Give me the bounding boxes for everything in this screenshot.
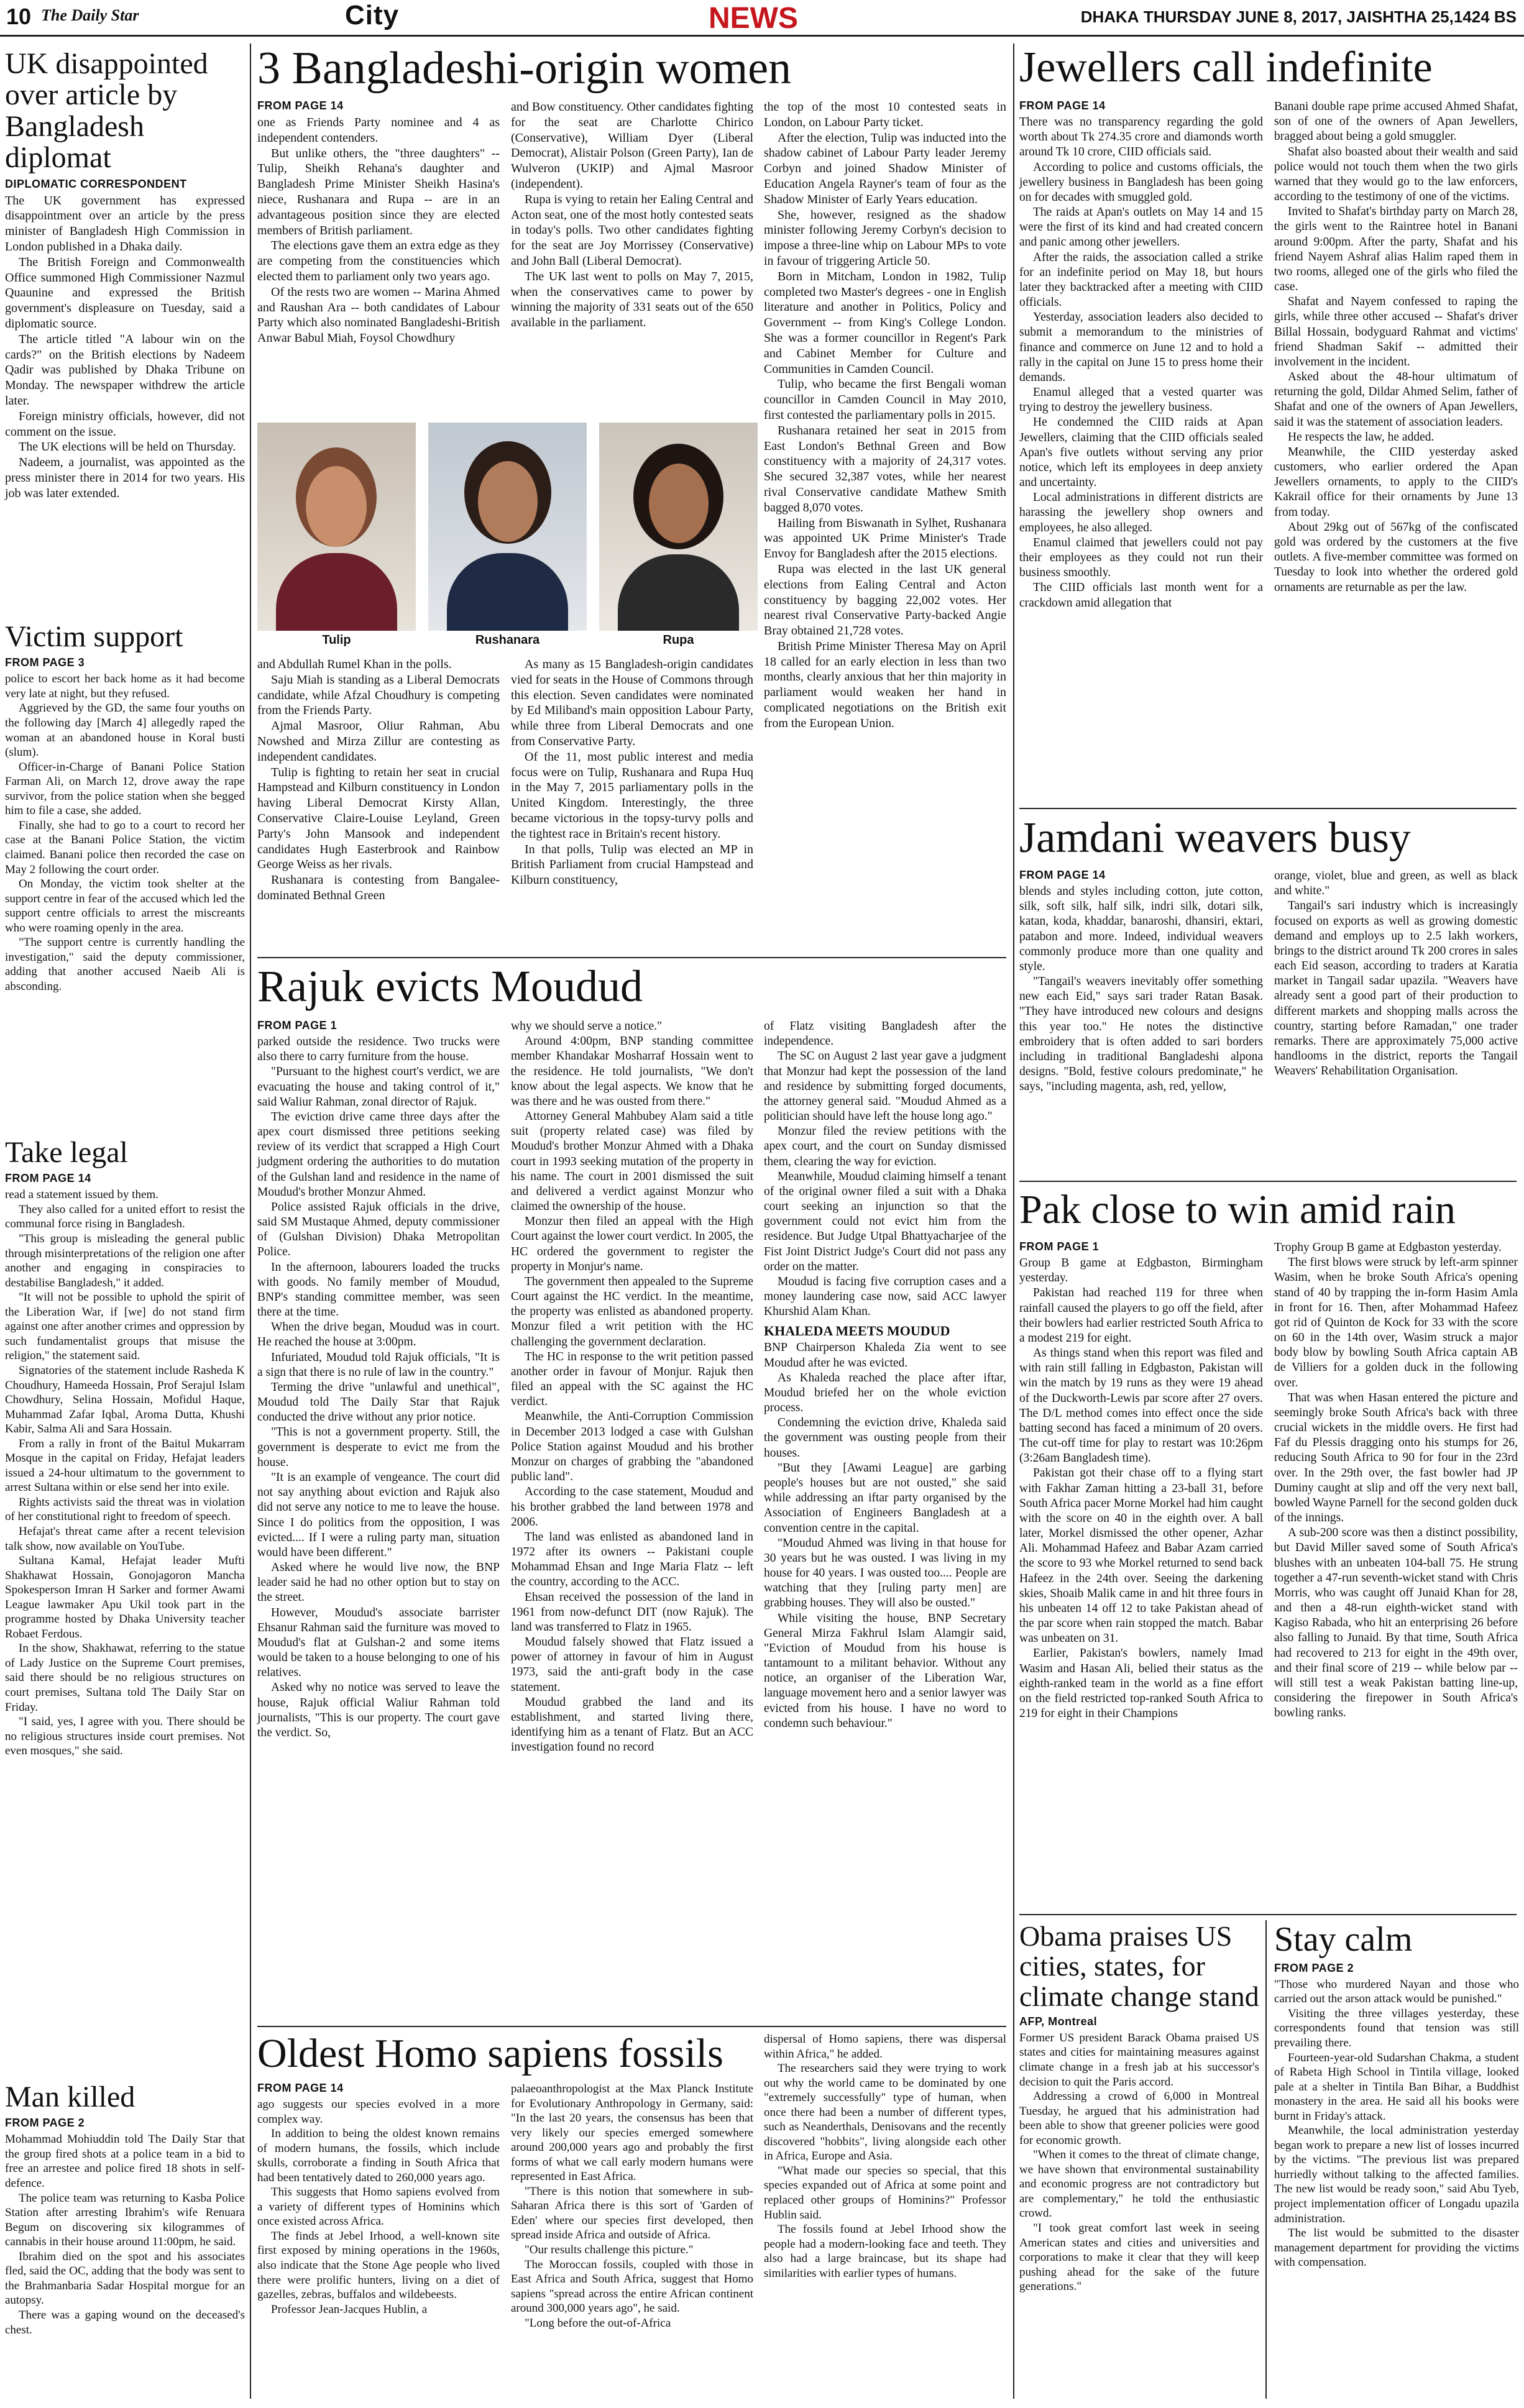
byline: DIPLOMATIC CORRESPONDENT [5, 177, 187, 190]
paragraph: "Tangail's weavers inevitably offer something new each Eid," says sari trader Ratan Basak. "They have introduced new colours and designs this year too." He notes the distinctive embroidery that is often added to sari borders including in traditional Bangladeshi alpona designs. "Bold, festive colours predominate," he says, "including magenta, ash, red, yellow, [1019, 975, 1263, 1094]
paragraph: Rights activists said the threat was in violation of her constitutional right to freedom of speech. [5, 1495, 245, 1524]
headline: Stay calm [1274, 1920, 1413, 1959]
kicker: FROM PAGE 14 [1019, 869, 1106, 881]
headline: UK disappointed over article by Bangladesh diplomat [5, 47, 208, 175]
paragraph: However, Moudud's associate barrister Ehsanur Rahman said the furniture was moved to Moudud's flat at Gulshan-2 and some items would be taken to a house belonging to one of his relatives. [257, 1606, 500, 1680]
paragraph: In the show, Shakhawat, referring to the statue of Lady Justice on the Supreme Court premises, said there should be no religious structures on court premises, Sultana told The Daily Star on Friday. [5, 1642, 245, 1714]
kicker: FROM PAGE 2 [5, 2117, 85, 2130]
paragraph: one as Friends Party nominee and 4 as independent contenders. [257, 116, 500, 145]
paragraph: There was no transparency regarding the gold worth about Tk 274.35 crore and diamonds worth around Tk 10 crore, CIID officials said. [1019, 116, 1263, 159]
paragraph: Terming the drive "unlawful and unethical", Moudud told The Daily Star that Rajuk conducted the drive without any prior notice. [257, 1380, 500, 1424]
paragraph: Ibrahim died on the spot and his associates fled, said the OC, adding that the body was sent to the Brahmanbaria Sadar Hospital morgue for an autopsy. [5, 2250, 245, 2307]
paragraph: Saju Miah is standing as a Liberal Democrats candidate, while Afzal Choudhury is competing from the Friends Party. [257, 672, 500, 718]
story-jamdani [1019, 815, 1520, 1176]
paragraph: Moudud is facing five corruption cases and a money laundering case now, said ACC lawyer Khurshid Alam Khan. [764, 1275, 1006, 1319]
paragraph: According to police and customs officials, the jewellery business in Bangladesh has been going on for decades with smuggled gold. [1019, 160, 1263, 204]
headline: Victim support [5, 620, 183, 653]
column-rule [250, 43, 251, 2399]
paragraph: Pakistan had reached 119 for three when rainfall caused the players to go off the field, after their bowlers had earlier restricted South Africa to a modest 219 for eight. [1019, 1286, 1263, 1345]
paragraph: "Pursuant to the highest court's verdict, we are evacuating the house and taking control of it," said Waliur Rahman, zonal director of Rajuk. [257, 1065, 500, 1109]
headline: 3 Bangladeshi-origin women [257, 43, 792, 94]
story-take-legal [5, 1137, 245, 1759]
photo-caption: Rupa [663, 633, 694, 647]
section-name: City [345, 0, 400, 30]
paragraph: blends and styles including cotton, jute cotton, silk, soft silk, half silk, indri silk, dotari silk, katan, koda, khaddar, banaroshi, dhansiri, ektari, patabon and more. Indeed, individual weavers commonly produce more than one quality and style. [1019, 885, 1263, 973]
paragraph: Addressing a crowd of 6,000 in Montreal Tuesday, he argued that his administration had been able to show that greener policies were good for economic growth. [1019, 2090, 1259, 2147]
paragraph: The land was enlisted as abandoned land in 1972 after its owners -- Pakistani couple Mohammad Ehsan and Inge Maria Flatz -- left the country, according to the ACC. [511, 1530, 753, 1589]
paragraph: Signatories of the statement include Rasheda K Choudhury, Hameeda Hossain, Prof Serajul Islam Chowdhury, Selina Hossain, Mofidul Haque, Muhammad Zafar Iqbal, Aroma Dutta, Khushi Kabir, Salma Ali and Sara Hossain. [5, 1363, 245, 1436]
byline: AFP, Montreal [1019, 2015, 1098, 2028]
section-rule [1019, 1181, 1517, 1182]
paragraph: Asked why no notice was served to leave the house, Rajuk official Waliur Rahman told journalists, "This is our property. The court gave the verdict. So, [257, 1681, 500, 1739]
paragraph: The police team was returning to Kasba Police Station after arresting Ibrahim's wife Renuara Begum on discovering six kilogrammes of cannabis in their house around 11:00pm, he said. [5, 2191, 245, 2249]
photo-caption: Tulip [322, 633, 351, 647]
paragraph: The UK elections will be held on Thursday. [19, 440, 236, 454]
paragraph: Fourteen-year-old Sudarshan Chakma, a student of Rabeta High School in Tintila village, looked pale at a shelter in Tintila Ban Bihar, a Buddhist monastery in the area. He said all his books were burnt in Friday's attack. [1274, 2051, 1519, 2123]
paragraph: The list would be submitted to the disaster management department for providing the victims with compensation. [1274, 2227, 1519, 2269]
paragraph: Asked about the 48-hour ultimatum of returning the gold, Dildar Ahmed Selim, father of Shafat and one of the owners of Apan Jewellers, said it was the statement of association leaders. [1274, 370, 1518, 429]
paragraph: Of the 11, most public interest and media focus were on Tulip, Rushanara and Rupa Huq in the May 7, 2015 parliamentary polls in the United Kingdom. Interestingly, the three became victorious in the topsy-turvy polls and the tightest race in Britain's recent history. [511, 749, 753, 841]
paragraph: police to escort her back home as it had become very late at night, but they refused. [5, 672, 245, 700]
paragraph: Infuriated, Moudud told Rajuk officials, "It is a sign that there is no rule of law in the country." [257, 1350, 500, 1379]
paragraph: Yesterday, association leaders also decided to submit a memorandum to the ministries of finance and commerce on June 12 and to hold a rally in the capital on June 15 to press home their demands. [1019, 311, 1263, 384]
paragraph: In that polls, Tulip was elected an MP in British Parliament from crucial Hampstead and Kilburn constituency, [511, 842, 753, 887]
paragraph: In the afternoon, labourers loaded the trucks with goods. No family member of Moudud, BNP's standing committee member, was seen there at the time. [257, 1260, 500, 1319]
paragraph: Finally, she had to go to a court to record her case at the Banani Police Station, the victim claimed. Banani police then recorded the case on May 2 following the court order. [5, 818, 245, 876]
paragraph: Shafat and Nayem confessed to raping the girls, while three other accused -- Shafat's driver Billal Hossain, bodyguard Rahmat and victims' friend Shadman Sakif -- admitted their involvement in the incident. [1274, 295, 1518, 369]
paragraph: "It will not be possible to uphold the spirit of the Liberation War, if [we] do not stand firm against one after another crimes and oppression by such fundamentalist groups that misuse the religion," the statement said. [5, 1291, 245, 1363]
paragraph: "It is an example of vengeance. The court did not say anything about eviction and Rajuk also did not serve any notice to me to leave the house. Since I do politics from the opposition, I was evicted.... If I were a ruling party man, situation would have been different." [257, 1470, 500, 1559]
paragraph: Mohammad Mohiuddin told The Daily Star that the group fired shots at a police team in a bid to free an arrestee and police fired 18 shots in self-defence. [5, 2133, 245, 2191]
paragraph: Local administrations in different districts are harassing the jewellery shop owners and employees, he also alleged. [1019, 491, 1263, 534]
paragraph: parked outside the residence. Two trucks were also there to carry furniture from the house. [257, 1035, 500, 1064]
paragraph: About 29kg out of 567kg of the confiscated gold was ordered by the customers at the five outlets. A five-member committee was formed on Tuesday to look into whether the ordered gold ornaments are returnable as per the law. [1274, 520, 1518, 594]
shoulders-shape [447, 553, 568, 631]
paragraph: Moudud grabbed the land and its establishment, and started living there, identifying him as a tenant of Flatz. But an ACC investigation found no record [511, 1695, 753, 1754]
paragraph: The first blows were struck by left-arm spinner Wasim, when he broke South Africa's opening stand of 40 by trapping the in-form Hasim Amla in front for 16. Then, after Mohammad Hafeez got rid of Quinton de Kock for 33 with the score on 60 in the 14th over, Wasim struck a major body blow by bowling South Africa captain AB de Villiers for a golden duck in the following over. [1274, 1256, 1518, 1389]
paragraph: Tangail's sari industry which is increasingly focused on exports as well as growing domestic demand and employs up to 2.5 lakh workers, brings to the district around Tk 200 crores in sales each Eid season, according to traders at Karatia market in Tangail sadar upazila. "Weavers have already sent a good part of their production to different markets and shopping malls across the country, starting before Ramadan," one trader remarks. There are approximately 75,000 active handlooms in the district, reports the Tangail Weavers' Rehabilitation Organisation. [1274, 899, 1518, 1078]
paragraph: Trophy Group B game at Edgbaston yesterday. [1274, 1241, 1502, 1254]
paragraph: Asked where he would live now, the BNP leader said he had no other option but to stay on the street. [257, 1561, 500, 1605]
photo-tulip [257, 423, 416, 631]
paragraph: Rushanara is contesting from Bangalee-dominated Bethnal Green [257, 873, 500, 902]
paragraph: Around 4:00pm, BNP standing committee member Khandakar Mosharraf Hossain went to the residence. He told journalists, "We don't know about the legal aspects. We know that he was there and he was ousted from there." [511, 1035, 753, 1108]
paragraph: The researchers said they were trying to work out why the world came to be dominated by one "extremely successfully" type of human, when once there had been a number of different types, such as Neanderthals, Denisovans and the recently discovered "hobbits", living alongside each other in Africa, Europe and Asia. [764, 2062, 1006, 2163]
section-rule [1019, 808, 1517, 809]
paragraph: Tulip, who became the first Bengali woman councillor in Camden Council in May 2010, first contested the parliamentary polls in 2015. [764, 377, 1006, 422]
paragraph: The HC in response to the writ petition passed another order in favour of Monjur. Rajuk then filed an appeal with the SC against the HC verdict. [511, 1350, 753, 1409]
story-jewellers [1019, 45, 1520, 803]
paragraph: In addition to being the oldest known remains of modern humans, the fossils, which include skulls, corroborate a finding in South Africa that had been tentatively dated to 260,000 years ago. [257, 2127, 500, 2184]
paragraph: "Moudud Ahmed was living in that house for 30 years but he was ousted. I was living in my house for 40 years. I was ousted too.... People are watching that they [ruling party men] are grabbing houses. They will also be ousted." [764, 1536, 1006, 1610]
dateline [1081, 7, 1517, 27]
paragraph: But unlike others, the "three daughters" -- Tulip, Sheikh Rehana's daughter and Bangladesh Prime Minister Sheikh Hasina's niece, Rushanara and Rupa -- are in an advantageous position since they are elected members of British parliament. [257, 146, 500, 237]
paragraph: Monzur filed the review petitions with the apex court, and the court on Sunday dismissed them, clearing the way for eviction. [764, 1125, 1006, 1168]
paragraph: Professor Jean-Jacques Hublin, a [271, 2302, 428, 2316]
paragraph: Police assisted Rajuk officials in the drive, said SM Mustaque Ahmed, deputy commissioner of (Gulshan Division) Dhaka Metropolitan Police. [257, 1200, 500, 1259]
paragraph: The raids at Apan's outlets on May 14 and 15 were the first of its kind and had created concern and panic among other jewellers. [1019, 206, 1263, 249]
paragraph: Meanwhile, Moudud claiming himself a tenant of the original owner filed a suit with a Dhaka court seeking an injunction so that the government could not evict him from the residence. But Judge Utpal Bhattyacharjee of the Fist Joint District Judge's Court did not pass any order on the matter. [764, 1170, 1006, 1273]
paragraph: dispersal of Homo sapiens, there was dispersal within Africa," he added. [764, 2033, 1006, 2061]
paragraph: palaeoanthropologist at the Max Planck Institute for Evolutionary Anthropology in Germany, said: "In the last 20 years, the consensus has been that very likely our species emerged somewhere around 200,000 years ago and probably the first forms of what we call early modern humans were represented in East Africa. [511, 2082, 753, 2184]
paragraph: Former US president Barack Obama praised US states and cities for maintaining measures against climate change in a fresh jab at his successor's decision to quit the Paris accord. [1019, 2031, 1259, 2089]
story-obama [1019, 1921, 1259, 2294]
paragraph: There was a gaping wound on the deceased's chest. [5, 2308, 245, 2337]
paragraph: Shafat also boasted about their wealth and said police would not touch them when the two girls warned that they would go to the law enforcers, according to the testimony of one of the victims. [1274, 145, 1518, 204]
paragraph: Meanwhile, the CIID yesterday asked customers, who earlier ordered the Apan Jewellers ornaments, to apply to the CIID's Kakrail office for their ornaments by June 13 from today. [1274, 445, 1518, 519]
paragraph: A sub-200 score was then a distinct possibility, but David Miller saved some of South Africa's blushes with an unbeaten 104-ball 75. He strung together a 47-run seventh-wicket stand with Chris Morris, who was caught off Junaid Khan for 28, and then a 48-run eighth-wicket stand with Kagiso Rabada, who hit an enterprising 26 before also falling to Junaid. By that time, South Africa had recovered to 213 for eight in the 49th over, and their final score of 219 -- while below par -- will still test a weak Pakistan batting line-up, considering the firepower in South Africa's bowling ranks. [1274, 1526, 1518, 1720]
paragraph: Ehsan received the possession of the land in 1961 from now-defunct DIT (now Rajuk). The land was transferred to Flatz in 1965. [511, 1590, 753, 1634]
paragraph: Pakistan got their chase off to a flying start with Fakhar Zaman hitting a 23-ball 31, before South Africa pacer Morne Morkel had him caught with the score on 40 in the eighth over. A ball later, Morkel dismissed the other opener, Azhar Ali. Mohammad Hafeez and Babar Azam carried the score to 93 whe Morkel returned to send back Hafeez in the 24th over. Seeing the darkening skies, Shoaib Malik came in and hit three fours in his unbeaten 14 off 12 to take Pakistan ahead of the par score when rain stopped the match. Babar was unbeaten on 31. [1019, 1467, 1263, 1646]
paragraph: Born in Mitcham, London in 1982, Tulip completed two Master's degrees - one in English literature and another in Politics, Policy and Government -- from King's College London. She was a former councillor in Regent's Park and Cabinet Member for Culture and Communities in Camden Council. [764, 269, 1006, 376]
story-pak [1019, 1188, 1520, 1909]
paragraph: As Khaleda reached the place after iftar, Moudud briefed her on the whole eviction process. [764, 1371, 1006, 1415]
kicker: FROM PAGE 14 [257, 99, 344, 112]
paragraph: The article titled "A labour win on the cards?" on the British elections by Nadeem Qadir was published by Dhaka Tribune on Monday. The newspaper withdrew the article later. [5, 332, 245, 408]
paragraph: Rushanara retained her seat in 2015 from East London's Bethnal Green and Bow constituency with a majority of 24,317 votes. She secured 32,387 votes, while her nearest rival Conservative candidate Mathew Smith bagged 8,070 votes. [764, 423, 1006, 515]
paragraph: The Moroccan fossils, coupled with those in East Africa and South Africa, suggest that Homo sapiens "spread across the entire African continent around 300,000 years ago", he said. [511, 2258, 753, 2315]
paragraph: "Our results challenge this picture." [525, 2243, 694, 2257]
paragraph: Aggrieved by the GD, the same four youths on the following day [March 4] allegedly raped the woman at an abandoned house in Koral busti (slum). [5, 702, 245, 759]
paragraph: According to the case statement, Moudud and his brother grabbed the land between 1978 and 2006. [511, 1485, 753, 1529]
masthead [0, 0, 1524, 37]
paragraph: "Those who murdered Nayan and those who carried out the arson attack would be punished." [1274, 1977, 1519, 2006]
paragraph: and Abdullah Rumel Khan in the polls. [257, 657, 452, 671]
kicker: FROM PAGE 1 [1019, 1240, 1099, 1253]
kicker: FROM PAGE 3 [5, 656, 85, 669]
face-shape [306, 466, 367, 547]
story-rajuk [257, 963, 1006, 2020]
paragraph: The government then appealed to the Supreme Court against the HC verdict. In the meantime, the property was enlisted as abandoned property. Monzur filed a writ petition with the HC challenging the government declaration. [511, 1275, 753, 1348]
paragraph: As things stand when this report was filed and with rain still falling in Edgbaston, Pakistan will win the match by 19 runs as they were 19 ahead of the Duckworth-Lewis par score after 27 overs. The D/L method comes into effect once the side batting second has faced a minimum of 20 overs. The cut-off time for play to restart was 10:26pm (3:26am Bangladesh time). [1019, 1347, 1263, 1465]
dateline-city: DHAKA [1080, 7, 1139, 26]
headline: Take legal [5, 1136, 128, 1169]
headline: Man killed [5, 2081, 135, 2113]
paragraph: "What made our species so special, that this species expanded out of Africa at some point and replaced other groups of Hominins?" Professor Hublin said. [764, 2164, 1006, 2222]
kicker: FROM PAGE 2 [1274, 1961, 1354, 1974]
paragraph: Hefajat's threat came after a recent television talk show, now available on YouTube. [5, 1524, 245, 1553]
paragraph: Meanwhile, the local administration yesterday began work to prepare a new list of losses incurred by the victims. "The previous list was prepared hurriedly without talking to the affected families. The new list would be ready soon," said Abu Tyeb, project implementation officer of Longadu upazila administration. [1274, 2124, 1519, 2225]
paragraph: why we should serve a notice." [511, 1020, 662, 1033]
paragraph: Invited to Shafat's birthday party on March 28, the girls went to the Raintree hotel in Banani around 9:00pm. After the party, Shafat and his friend Nayem Ashraf alias Halim raped them in two rooms, alleged one of the girls who filed the case. [1274, 205, 1518, 294]
shoulders-shape [276, 553, 397, 631]
section-rule [1265, 1920, 1267, 2399]
photo-rushanara [428, 423, 587, 631]
paragraph: The British Foreign and Commonwealth Office summoned High Commissioner Nazmul Quaunine and expressed the British government's displeasure on Tuesday, said a diplomatic source. [5, 255, 245, 331]
subheading: KHALEDA MEETS MOUDUD [764, 1323, 950, 1339]
paragraph: The UK government has expressed disappointment over an article by the press minister of Bangladesh High Commission in London published in a Dhaka daily. [5, 193, 245, 254]
paragraph: Tulip is fighting to retain her seat in crucial Hampstead and Kilburn constituency in London having Liberal Democrat Kirsty Allan, Conservative Claire-Louise Leyland, Green Party's John Mansook and independent candidates Hugh Easterbrook and Rainbow George Weiss as her rivals. [257, 765, 500, 872]
paragraph: Ajmal Masroor, Oliur Rahman, Abu Nowshed and Mirza Zillur are contesting as independent candidates. [257, 719, 500, 764]
paragraph: While visiting the house, BNP Secretary General Mirza Fakhrul Islam Alamgir said, "Eviction of Moudud from his house is tantamount to a militant behavior. Without any notice, an organiser of the Liberation War, language movement hero and a senior lawyer was evicted from his house. I have no word to condemn such behaviour." [764, 1611, 1006, 1730]
paragraph: Enamul alleged that a vested quarter was trying to destroy the jewellery business. [1019, 386, 1263, 414]
headline: Jewellers call indefinite [1019, 43, 1433, 91]
headline: Oldest Homo sapiens fossils [257, 2031, 723, 2076]
paragraph: Moudud falsely showed that Flatz issued a power of attorney in favour of him in August 1973, said the anti-graft body in the case statement. [511, 1636, 753, 1694]
page-number: 10 [6, 4, 32, 29]
paragraph: When the drive began, Moudud was in court. He reached the house at 3:00pm. [257, 1321, 500, 1349]
paragraph: read a statement issued by them. [5, 1188, 158, 1202]
kicker: FROM PAGE 1 [257, 1019, 337, 1032]
paragraph: "This is not a government property. Still, the government is desperate to evict me from the house. [257, 1426, 500, 1469]
paragraph: of Flatz visiting Bangladesh after the independence. [764, 1020, 1006, 1048]
story-man-killed [5, 2082, 245, 2337]
paragraph: "But they [Awami League] are garbing people's houses but are not ousted," she said while addressing an iftar party organised by the Association of Engineers Bangladesh at a convention centre in the capital. [764, 1461, 1006, 1535]
paragraph: Group B game at Edgbaston, Birmingham yesterday. [1019, 1257, 1263, 1285]
story-bangladeshi-women [257, 45, 1006, 952]
story-homo-sapiens [257, 2032, 1006, 2405]
kicker: FROM PAGE 14 [257, 2082, 344, 2094]
paragraph: That was when Hasan entered the picture and seemingly broke South Africa's back with three crucial wickets in the middle overs. He first had Faf du Plessis dragging onto his stumps for 26, reducing South Africa to 90 for four in the 23rd over. In the 29th over, the fast bowler had JP Duminy caught at slip and off the very next ball, bowled Wayne Parnell for the second golden duck of the innings. [1274, 1391, 1518, 1525]
headline: Rajuk evicts Moudud [257, 961, 643, 1011]
paragraph: Sultana Kamal, Hefajat leader Mufti Shakhawat Hossain, Gonojagoron Mancha Spokesperson Imran H Sarker and former Awami League lawmaker Apu Ukil took part in the programme hosted by Dhaka University teacher Robaet Ferdous. [5, 1554, 245, 1641]
paragraph: The SC on August 2 last year gave a judgment that Monzur had kept the possession of the land and residence by submitting forged documents, the attorney general said. "Moudud Ahmed as a politician should have left the house long ago." [764, 1050, 1006, 1124]
paragraph: Earlier, Pakistan's bowlers, namely Imad Wasim and Hasan Ali, belied their status as the eighth-ranked team in the world as a fine effort on the field restricted top-ranked South Africa to 219 for eight in their Champions [1019, 1647, 1263, 1721]
paragraph: The UK last went to polls on May 7, 2015, when the conservatives came to power by winning the majority of 331 seats out of the 650 available in the parliament. [511, 269, 753, 330]
section-tag: NEWS [709, 2, 798, 35]
paragraph: Of the rests two are women -- Marina Ahmed and Raushan Ara -- both candidates of Labour Party which also nominated Bangladeshi-British Anwar Babul Miah, Foysol Chowdhury [257, 285, 500, 346]
paragraph: The fossils found at Jebel Irhood show the people had a modern-looking face and teeth. They also had a large braincase, but its shape had similarities with earlier types of humans. [764, 2223, 1006, 2280]
dateline-date: THURSDAY JUNE 8, 2017, JAISHTHA 25,1424 BS [1143, 7, 1517, 26]
face-shape [478, 461, 538, 542]
paragraph: ago suggests our species evolved in a more complex way. [257, 2098, 500, 2126]
paragraph: On Monday, the victim took shelter at the support centre in fear of the accused which led the support centre officials to arrest the miscreants who were roaming openly in the area. [5, 877, 245, 935]
paragraph: The CIID officials last month went for a crackdown amid allegation that [1019, 581, 1263, 610]
paragraph: "The support centre is currently handling the investigation," said the deputy commissioner, adding that another accused Naeib Ali is absconding. [5, 936, 245, 993]
paragraph: Meanwhile, the Anti-Corruption Commission in December 2013 lodged a case with Gulshan Police Station against Moudud and his brother Monzur on charges of grabbing the "abandoned public land". [511, 1410, 753, 1484]
headline: Obama praises US cities, states, for climate change stand [1019, 1920, 1259, 2012]
face-shape [649, 464, 709, 543]
paragraph: British Prime Minister Theresa May on April 18 called for an early election in less than two months, clearly anxious that her thin majority in parliament would weaken her hand in complicated negotiations on the British exit from the European Union. [764, 639, 1006, 730]
paragraph: Hailing from Biswanath in Sylhet, Rushanara was appointed UK Prime Minister's Trade Envoy for Bangladesh after the 2015 elections. [764, 516, 1006, 561]
paragraph: Nadeem, a journalist, was appointed as the press minister there in 2014 for two years. His job was later extended. [5, 456, 245, 500]
paragraph: As many as 15 Bangladesh-origin candidates vied for seats in the House of Commons through this election. Seven candidates were nominated by Ed Miliband's main opposition Labour Party, while three from Liberal Democrats and one from Conservative Party. [511, 657, 753, 748]
paragraph: He respects the law, he added. [1288, 430, 1434, 444]
story-victim-support [5, 621, 245, 994]
paragraph: Condemning the eviction drive, Khaleda said the government was ousting people from their houses. [764, 1416, 1006, 1460]
paragraph: Rupa is vying to retain her Ealing Central and Acton seat, one of the most hotly contested seats in today's polls. Two other candidates fighting for the seat are Joy Morrissey (Conservative) and John Ball (Liberal Democrat). [511, 192, 753, 268]
paragraph: "I said, yes, I agree with you. There should be no religious structures inside court premises. Not even mosques," she said. [5, 1715, 245, 1758]
paragraph: He condemned the CIID raids at Apan Jewellers, claiming that the CIID officials sealed Apan's five outlets without serving any prior notice, which left its employees in deep anxiety and uncertainty. [1019, 416, 1263, 490]
column-rule [1013, 43, 1014, 2399]
paragraph: She, however, resigned as the shadow minister following Jeremy Corbyn's decision to impose a three-line whip on Labour MPs to vote in favour of triggering Article 50. [764, 208, 1006, 268]
kicker: FROM PAGE 14 [5, 1172, 91, 1185]
paragraph: the top of the most 10 contested seats in London, on Labour Party ticket. [764, 100, 1006, 129]
paragraph: BNP Chairperson Khaleda Zia went to see Moudud after he was evicted. [764, 1341, 1006, 1370]
paragraph: They also called for a united effort to resist the communal force rising in Bangladesh. [5, 1202, 245, 1231]
paragraph: Banani double rape prime accused Ahmed Shafat, son of one of the owners of Apan Jewellers, bragged about being a gold smuggler. [1274, 100, 1518, 144]
paragraph: "I took great comfort last week in seeing American states and cities and universities and corporations to make it clear that they will keep pushing ahead for the sake of the future generations." [1019, 2222, 1259, 2294]
paragraph: From a rally in front of the Baitul Mukarram Mosque in the capital on Friday, Hefajat leaders issued a 24-hour ultimatum to the government to arrest Sultana within or else send her into exile. [5, 1437, 245, 1495]
paragraph: "When it comes to the threat of climate change, we have shown that environmental sustainability and economic progress are not contradictory but are complementary," he told the enthusiastic crowd. [1019, 2148, 1259, 2220]
paragraph: After the raids, the association called a strike for an indefinite period on May 18, but hours later they backtracked after a meeting with CIID officials. [1019, 250, 1263, 309]
paragraph: "Long before the out-of-Africa [525, 2316, 671, 2330]
paragraph: The elections gave them an extra edge as they are competing from the constituencies which elected them to parliament only two years ago. [257, 239, 500, 283]
paragraph: "There is this notion that somewhere in sub-Saharan Africa there is this sort of 'Garden of Eden' where our species first developed, then spread inside Africa and outside of Africa. [511, 2184, 753, 2242]
story-stay-calm [1274, 1921, 1519, 2270]
photo-rupa [599, 423, 758, 631]
paragraph: "This group is misleading the general public through misinterpretations of the religion one after another and engaging in conspiracies to destabilise Bangladesh," it added. [5, 1232, 245, 1289]
paragraph: Visiting the three villages yesterday, these correspondents found that tension was still prevailing there. [1274, 2007, 1519, 2049]
paragraph: After the election, Tulip was inducted into the shadow cabinet of Labour Party leader Jeremy Corbyn and joined Shadow Minister of Education Angela Rayner's team of four as the Shadow Minister of Early Years education. [764, 130, 1006, 206]
paragraph: Rupa was elected in the last UK general elections from Ealing Central and Acton constituency by bagging 22,002 votes. Her nearest rival Conservative Party-backed Angie Bray obtained 21,728 votes. [764, 562, 1006, 638]
section-rule [1019, 1914, 1517, 1915]
photo-caption: Rushanara [475, 633, 540, 647]
story-uk-diplomat [5, 48, 245, 501]
paragraph: Officer-in-Charge of Banani Police Station Farman Ali, on March 12, drove away the rape survivor, from the police station when she begged him to file a case, she added. [5, 760, 245, 818]
headline: Pak close to win amid rain [1019, 1187, 1456, 1232]
section-rule [257, 2026, 1006, 2027]
headline: Jamdani weavers busy [1019, 814, 1411, 862]
section-rule [257, 957, 1006, 958]
shoulders-shape [618, 554, 739, 631]
paragraph: Enamul claimed that jewellers could not pay their employees as they could not run their business smoothly. [1019, 536, 1263, 580]
paragraph: Attorney General Mahbubey Alam said a title suit (property related case) was filed by Moudud's brother Monzur Ahmed with a Dhaka court in 1993 seeking mutation of the property in his name. The court in 2001 dismissed the suit and delivered a verdict against Monzur who claimed the ownership of the house. [511, 1110, 753, 1214]
paper-name: The Daily Star [41, 6, 139, 24]
paragraph: The finds at Jebel Irhood, a well-known site first exposed by mining operations in the 1960s, also indicate that the Stone Age people who lived there were prolific hunters, living on a diet of gazelles, zebras, buffalos and wildebeests. [257, 2229, 500, 2302]
paragraph: This suggests that Homo sapiens evolved from a variety of different types of Hominins which once existed across Africa. [257, 2186, 500, 2228]
paragraph: orange, violet, blue and green, as well as black and white." [1274, 869, 1518, 898]
paragraph: Foreign ministry officials, however, did not comment on the issue. [5, 409, 245, 439]
kicker: FROM PAGE 14 [1019, 99, 1106, 112]
paragraph: The eviction drive came three days after the apex court dismissed three petitions seeking review of its verdict that scrapped a High Court judgment ordering the authorities to do mutation of the Gulshan land and residence in the name of Moudud's brother Monzur Ahmed. [257, 1110, 500, 1199]
paragraph: and Bow constituency. Other candidates fighting for the seat are Charlotte Chirico (Conservative), William Dyer (Liberal Democrat), Alistair Polson (Green Party), Ian de Wulveron (UKIP) and Ajmal Masroor (independent). [511, 100, 753, 191]
paragraph: Monzur then filed an appeal with the High Court against the lower court verdict. In 2005, the HC ordered the government to register the property in Monjur's name. [511, 1215, 753, 1273]
